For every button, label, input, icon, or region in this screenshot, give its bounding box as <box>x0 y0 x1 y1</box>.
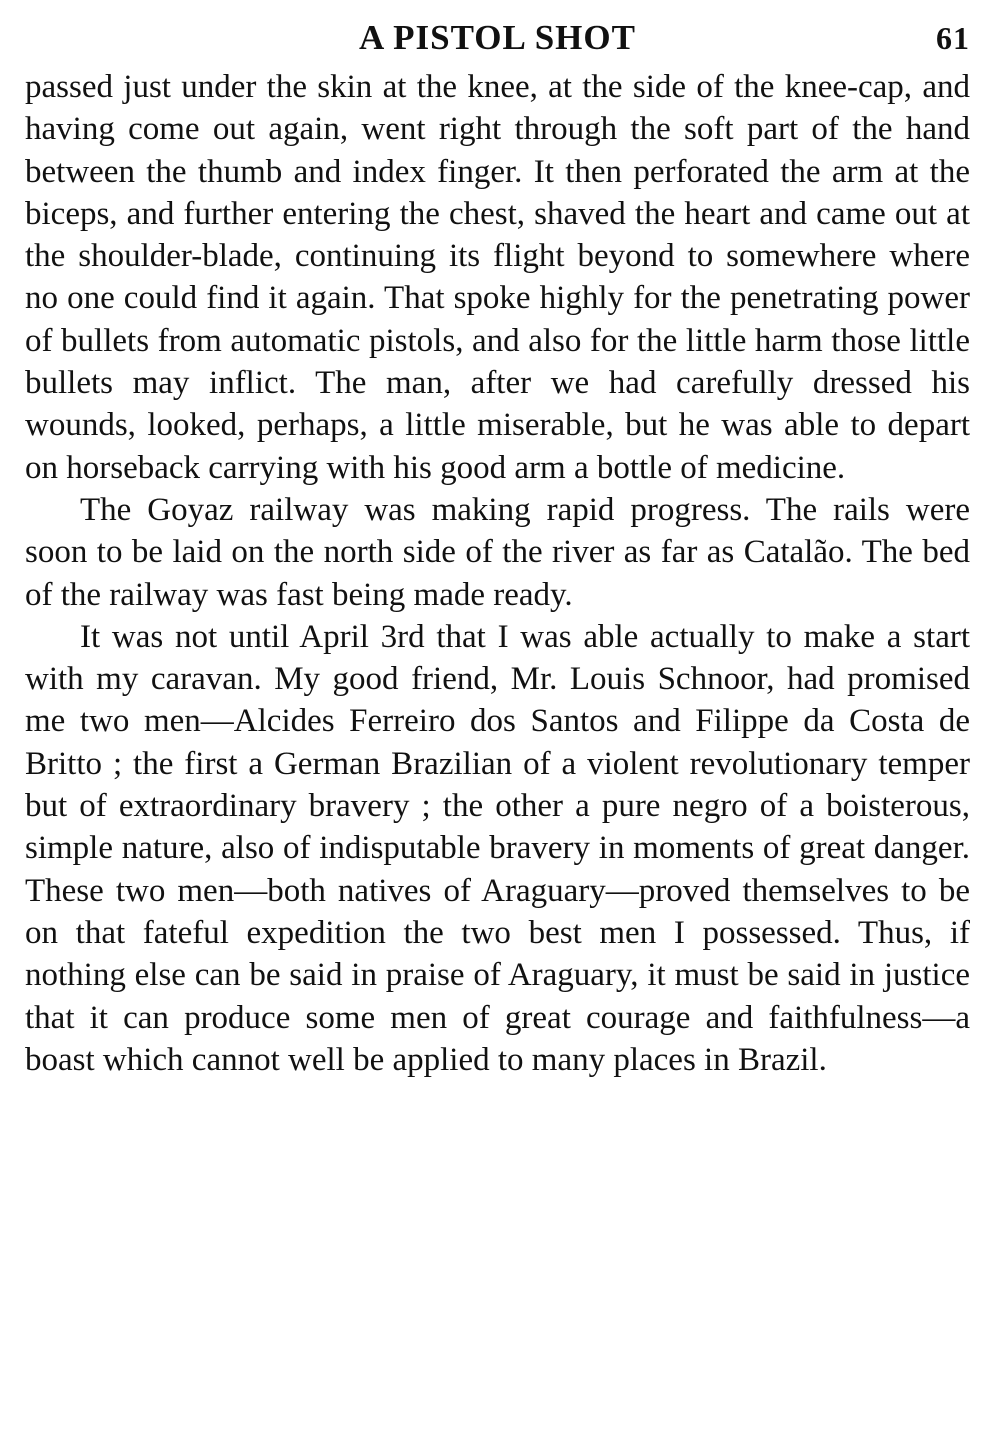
book-page <box>25 18 970 1081</box>
paragraph-caravan: It was not until April 3rd that I was able actually to make a start with my caravan. My good friend, Mr. Louis Schnoor, had promised me two men—Alcides Ferreiro dos Santos and Filippe da Costa de Britto ; the first a German Brazilian of a violent revolutionary temper but of extraordinary bravery ; the other a pure negro of a boisterous, simple nature, also of indisputable bravery in moments of great danger. These two men—both natives of Araguary—proved themselves to be on that fateful expedition the two best men I possessed. Thus, if nothing else can be said in praise of Araguary, it must be said in justice that it can produce some men of great courage and faithfulness—a boast which cannot well be applied to many places in Brazil. <box>25 618 970 1078</box>
running-title: A PISTOL SHOT <box>359 18 636 57</box>
page-number: 61 <box>936 20 970 56</box>
paragraph-continued: passed just under the skin at the knee, at the side of the knee-cap, and having come out again, went right through the soft part of the hand between the thumb and index finger. It then perforated the arm at the biceps, and further entering the chest, shaved the heart and came out at the shoulder-blade, continuing its flight beyond to somewhere where no one could find it again. That spoke highly for the penetrating power of bullets from automatic pistols, and also for the little harm those little bullets may inflict. The man, after we had carefully dressed his wounds, looked, perhaps, a little miserable, but he was able to depart on horseback carrying with his good arm a bottle of medicine. <box>25 69 970 486</box>
text-body <box>25 66 970 1081</box>
paragraph-railway: The Goyaz railway was making rapid progress. The rails were soon to be laid on the north side of the river as far as Catalão. The bed of the railway was fast being made ready. <box>25 491 970 613</box>
running-head <box>25 18 970 66</box>
